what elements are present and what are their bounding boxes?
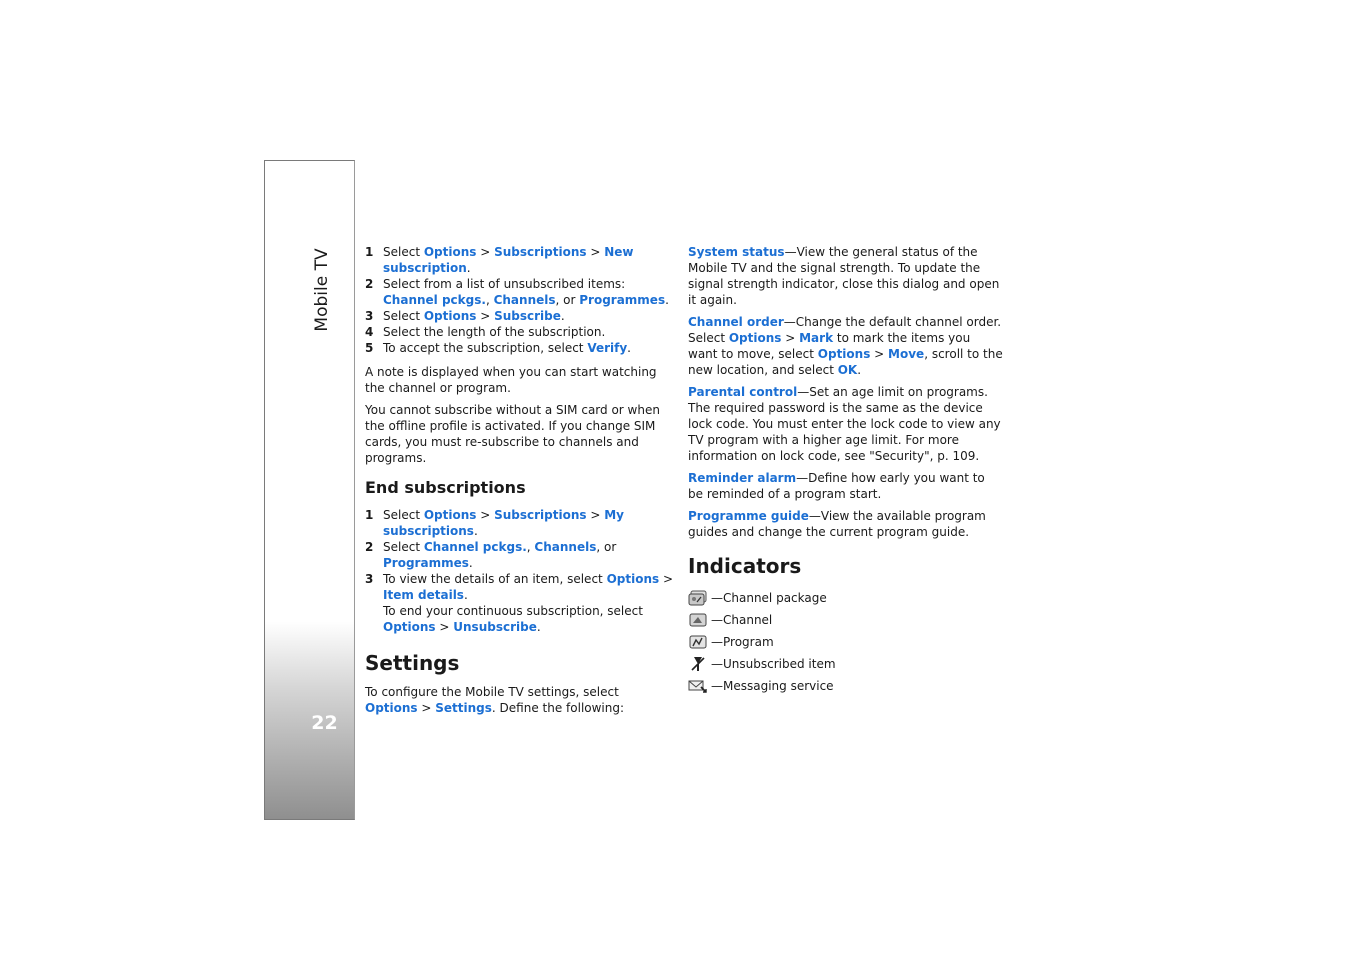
- text-run: Select the length of the subscription.: [383, 325, 606, 339]
- settings-list: [688, 244, 1003, 540]
- left-column: [365, 244, 675, 722]
- text-run: ,: [485, 293, 494, 307]
- menu-command: Settings: [435, 701, 492, 715]
- step-text: [383, 341, 631, 355]
- step-text: [383, 325, 605, 339]
- indicator-row: [688, 609, 1003, 631]
- text-run: , scroll to the new location, and select: [688, 347, 1003, 377]
- step-item: [365, 244, 675, 276]
- text-run: , or: [596, 540, 617, 554]
- text-run: >: [476, 309, 495, 323]
- text-run: . Define the following:: [491, 701, 625, 715]
- setting-description: [688, 384, 1003, 464]
- step-item: [365, 276, 675, 308]
- menu-command: Channel pckgs.: [383, 293, 486, 307]
- menu-command: Options: [423, 309, 477, 323]
- indicator-row: [688, 653, 1003, 675]
- menu-command: Programmes: [579, 293, 666, 307]
- step-text: [383, 508, 624, 538]
- step-number: 4: [365, 325, 374, 339]
- menu-command: Move: [888, 347, 925, 361]
- text-run: Select: [383, 508, 424, 522]
- text-run: , or: [555, 293, 580, 307]
- menu-command: Reminder alarm: [688, 471, 797, 485]
- text-run: To accept the subscription, select: [383, 341, 588, 355]
- menu-command: Options: [728, 331, 782, 345]
- step-item: [365, 571, 675, 635]
- text-run: >: [659, 572, 674, 586]
- unsubscribe-steps: [365, 507, 675, 635]
- menu-command: Verify: [587, 341, 628, 355]
- text-run: >: [870, 347, 889, 361]
- menu-command: Item details: [383, 588, 464, 602]
- menu-command: Channel pckgs.: [423, 540, 527, 554]
- text-run: .: [468, 556, 473, 570]
- menu-command: Subscriptions: [494, 508, 587, 522]
- indicator-row: [688, 675, 1003, 697]
- text-run: >: [476, 508, 495, 522]
- menu-command: Options: [365, 701, 418, 715]
- paragraph-settings-intro: [365, 684, 675, 716]
- step-number: 1: [365, 508, 374, 522]
- text-run: to mark the items you want to move, select: [688, 331, 971, 361]
- text-run: —Change the default channel order. Select: [688, 315, 1002, 345]
- text-run: >: [781, 331, 800, 345]
- menu-command: Parental control: [688, 385, 798, 399]
- channel-package-icon: [688, 589, 708, 607]
- heading-settings: Settings: [365, 651, 460, 675]
- indicator-row: [688, 631, 1003, 653]
- menu-command: Options: [606, 572, 660, 586]
- text-run: .: [560, 309, 565, 323]
- step-item: [365, 340, 675, 356]
- menu-command: Options: [423, 245, 477, 259]
- menu-command: Channels: [534, 540, 597, 554]
- heading-end-subscriptions: End subscriptions: [365, 478, 526, 497]
- text-run: ,: [526, 540, 535, 554]
- messaging-service-icon: [688, 677, 708, 695]
- menu-command: OK: [837, 363, 858, 377]
- heading-indicators: Indicators: [688, 554, 802, 578]
- text-run: Select: [383, 245, 424, 259]
- step-number: 3: [365, 572, 374, 586]
- text-run: .: [536, 620, 541, 634]
- step-text: [383, 277, 669, 307]
- page-number: 22: [311, 712, 338, 734]
- step-text: [383, 245, 634, 275]
- text-run: >: [435, 620, 454, 634]
- text-run: .: [857, 363, 862, 377]
- indicator-list: [688, 587, 1003, 697]
- menu-command: New subscription: [383, 245, 634, 275]
- text-run: .: [665, 293, 669, 307]
- menu-command: Subscriptions: [494, 245, 587, 259]
- text-run: >: [476, 245, 495, 259]
- step-item: [365, 324, 675, 340]
- menu-command: Channels: [493, 293, 556, 307]
- step-number: 5: [365, 341, 374, 355]
- text-run: To end your continuous subscription, select: [383, 604, 643, 618]
- text-run: To configure the Mobile TV settings, select: [365, 685, 619, 699]
- menu-command: Programme guide: [688, 509, 809, 523]
- indicator-row: [688, 587, 1003, 609]
- setting-description: [688, 244, 1003, 308]
- menu-command: Subscribe: [494, 309, 561, 323]
- text-run: —Set an age limit on programs. The required password is the same as the device lock code. You must enter the lock code to view any TV program with a higher age limit. For more information on lock code, see "Security", p. 109.: [688, 385, 1001, 463]
- step-item: [365, 308, 675, 324]
- step-item: [365, 539, 675, 571]
- text-run: >: [586, 245, 605, 259]
- unsubscribed-item-icon: [688, 655, 708, 673]
- step-extra-text: [383, 603, 675, 635]
- text-run: >: [417, 701, 436, 715]
- text-run: —View the available program guides and change the current program guide.: [688, 509, 986, 539]
- indicator-label: —Unsubscribed item: [711, 657, 836, 671]
- step-number: 1: [365, 245, 374, 259]
- text-run: .: [473, 524, 478, 538]
- program-icon: [688, 633, 708, 651]
- text-run: —Define how early you want to be reminded of a program start.: [688, 471, 985, 501]
- menu-command: Unsubscribe: [453, 620, 537, 634]
- subscribe-steps: [365, 244, 675, 356]
- menu-command: My subscriptions: [383, 508, 624, 538]
- menu-command: Channel order: [688, 315, 784, 329]
- step-text: [383, 540, 616, 570]
- setting-description: [688, 314, 1003, 378]
- menu-command: System status: [688, 245, 785, 259]
- indicator-label: —Messaging service: [711, 679, 834, 693]
- paragraph-note-watch: A note is displayed when you can start watching the channel or program.: [365, 365, 657, 395]
- section-label: Mobile TV: [312, 248, 332, 332]
- menu-command: Mark: [799, 331, 834, 345]
- right-column: [688, 244, 1003, 697]
- indicator-label: —Channel package: [711, 591, 827, 605]
- menu-command: Programmes: [383, 556, 469, 570]
- setting-description: [688, 508, 1003, 540]
- text-run: —View the general status of the Mobile TV and the signal strength. To update the signal strength indicator, close this dialog and open it again.: [688, 245, 1000, 307]
- step-number: 2: [365, 540, 374, 554]
- step-number: 3: [365, 309, 374, 323]
- text-run: .: [463, 588, 468, 602]
- step-number: 2: [365, 277, 374, 291]
- text-run: Select: [383, 309, 424, 323]
- setting-description: [688, 470, 1003, 502]
- menu-command: Options: [423, 508, 477, 522]
- text-run: >: [586, 508, 605, 522]
- step-item: [365, 507, 675, 539]
- text-run: Select: [383, 540, 424, 554]
- indicator-label: —Channel: [711, 613, 773, 627]
- menu-command: Options: [383, 620, 436, 634]
- text-run: To view the details of an item, select: [383, 572, 607, 586]
- text-run: Select from a list of unsubscribed items:: [383, 277, 626, 291]
- step-text: [383, 309, 565, 323]
- indicator-label: —Program: [711, 635, 774, 649]
- text-run: .: [466, 261, 471, 275]
- step-text: [383, 572, 673, 602]
- channel-icon: [688, 611, 708, 629]
- text-run: .: [627, 341, 631, 355]
- paragraph-note-sim: You cannot subscribe without a SIM card or when the offline profile is activated. If you change SIM cards, you must re-subscribe to channels and programs.: [365, 403, 660, 465]
- menu-command: Options: [817, 347, 871, 361]
